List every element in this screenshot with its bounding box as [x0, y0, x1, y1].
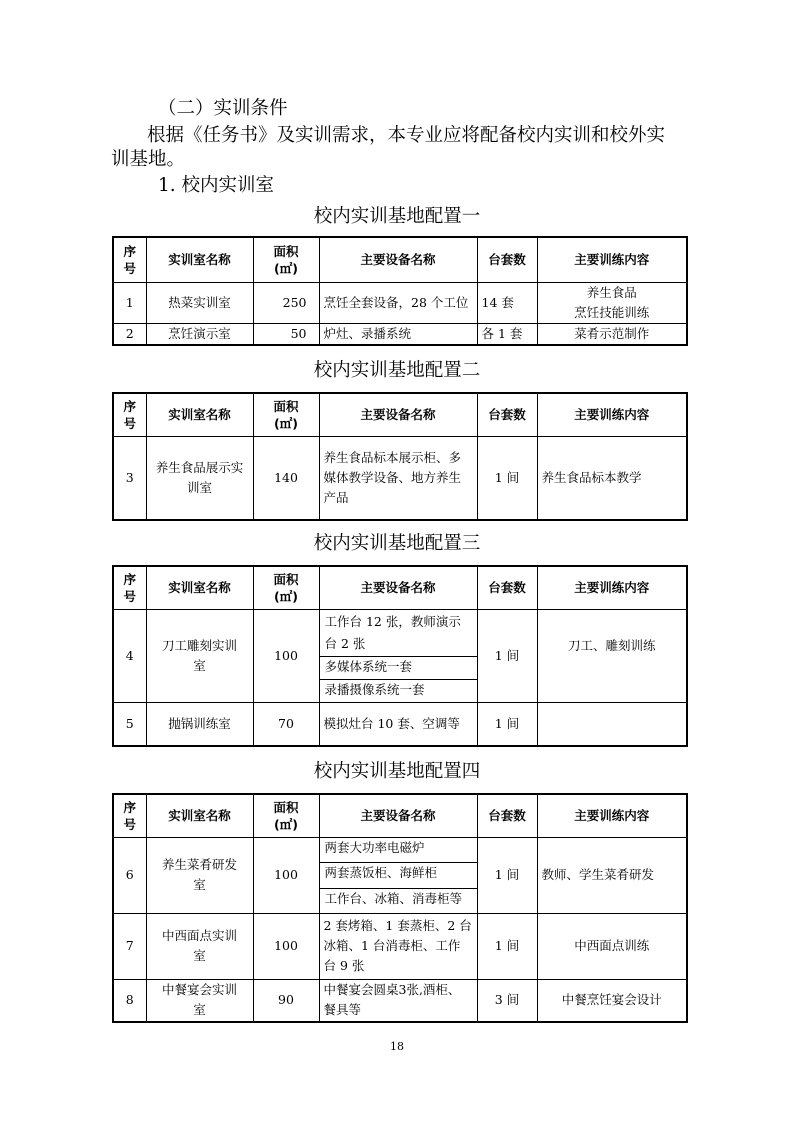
cell-name: 热菜实训室 [146, 282, 253, 323]
cell-seq: 8 [113, 979, 146, 1022]
cell-count: 各 1 套 [477, 323, 537, 345]
cell-seq: 3 [113, 436, 146, 520]
header-content: 主要训练内容 [537, 566, 687, 609]
header-count: 台套数 [477, 566, 537, 609]
cell-content: 菜肴示范制作 [537, 323, 687, 345]
cell-area: 70 [253, 702, 319, 746]
header-seq: 序 号 [113, 237, 146, 282]
equipment-item: 工作台、冰箱、消毒柜等 [324, 890, 463, 906]
training-room-table-2 [112, 392, 688, 521]
intro-text-line1: 根据《任务书》及实训需求，本专业应将配备校内实训和校外实 [147, 125, 666, 146]
header-seq: 序 号 [113, 566, 146, 609]
cell-equipment: 2 套烤箱、1 套蒸柜、2 台冰箱、1 台消毒柜、工作台 9 张 [319, 913, 477, 979]
cell-name: 中西面点实训室 [146, 913, 253, 979]
header-name: 实训室名称 [146, 393, 253, 436]
cell-equipment: 模拟灶台 10 套、空调等 [319, 702, 477, 746]
cell-name: 养生食品展示实训室 [146, 436, 253, 520]
cell-area: 90 [253, 979, 319, 1022]
cell-area: 100 [253, 609, 319, 702]
cell-seq: 7 [113, 913, 146, 979]
cell-equipment [319, 837, 477, 913]
equipment-item: 两套蒸饭柜、海鲜柜 [320, 863, 477, 889]
cell-count: 1 间 [477, 913, 537, 979]
equipment-item: 多媒体系统一套 [320, 657, 477, 680]
cell-name: 抛锅训练室 [146, 702, 253, 746]
table-header-row [113, 237, 687, 282]
cell-count: 14 套 [477, 282, 537, 323]
table-header-row [113, 794, 687, 837]
training-room-table-4 [112, 793, 688, 1023]
cell-name: 刀工雕刻实训室 [146, 609, 253, 702]
header-equipment: 主要设备名称 [319, 566, 477, 609]
header-seq: 序 号 [113, 794, 146, 837]
cell-equipment: 烹饪全套设备，28 个工位 [319, 282, 477, 323]
table-caption-2: 校内实训基地配置二 [313, 360, 481, 381]
cell-name: 中餐宴会实训室 [146, 979, 253, 1022]
cell-equipment: 中餐宴会圆桌3张,酒柜、餐具等 [319, 979, 477, 1022]
table-row [113, 702, 687, 746]
equipment-item: 两套大功率电磁炉 [320, 838, 477, 863]
section-heading: （二）实训条件 [158, 98, 288, 119]
cell-seq: 6 [113, 837, 146, 913]
cell-area: 50 [253, 323, 319, 345]
page-number: 18 [390, 1040, 404, 1053]
header-count: 台套数 [477, 237, 537, 282]
cell-count: 1 间 [477, 609, 537, 702]
cell-area: 100 [253, 913, 319, 979]
header-count: 台套数 [477, 393, 537, 436]
cell-name: 烹饪演示室 [146, 323, 253, 345]
header-equipment: 主要设备名称 [319, 393, 477, 436]
header-name: 实训室名称 [146, 237, 253, 282]
cell-seq: 5 [113, 702, 146, 746]
table-caption-4: 校内实训基地配置四 [313, 761, 481, 782]
header-equipment: 主要设备名称 [319, 237, 477, 282]
equipment-item: 录播摄像系统一套 [324, 681, 425, 697]
cell-content: 中西面点训练 [537, 913, 687, 979]
table-row [113, 837, 687, 913]
training-room-table-1 [112, 236, 688, 346]
header-area: 面积 (㎡) [253, 237, 319, 282]
cell-area: 250 [253, 282, 319, 323]
header-content: 主要训练内容 [537, 794, 687, 837]
cell-count: 1 间 [477, 837, 537, 913]
table-row [113, 913, 687, 979]
header-equipment: 主要设备名称 [319, 794, 477, 837]
intro-text-line2: 训基地。 [111, 149, 186, 170]
table-row [113, 323, 687, 345]
header-count: 台套数 [477, 794, 537, 837]
cell-count: 1 间 [477, 436, 537, 520]
table-row [113, 436, 687, 520]
cell-content: 养生食品标本教学 [537, 436, 687, 520]
training-room-table-3 [112, 565, 688, 747]
cell-equipment [319, 609, 477, 702]
table-row [113, 282, 687, 323]
table-caption-3: 校内实训基地配置三 [313, 533, 481, 554]
cell-equipment: 炉灶、录播系统 [319, 323, 477, 345]
cell-count: 1 间 [477, 702, 537, 746]
header-content: 主要训练内容 [537, 393, 687, 436]
header-area: 面积 (㎡) [253, 393, 319, 436]
cell-area: 140 [253, 436, 319, 520]
table-caption-1: 校内实训基地配置一 [313, 206, 481, 227]
header-name: 实训室名称 [146, 566, 253, 609]
cell-content: 养生食品 烹饪技能训练 [537, 282, 687, 323]
cell-equipment: 养生食品标本展示柜、多媒体教学设备、地方养生产品 [319, 436, 477, 520]
table-header-row [113, 566, 687, 609]
equipment-item: 工作台 12 张，教师演示台 2 张 [320, 610, 477, 657]
header-seq: 序 号 [113, 393, 146, 436]
table-row [113, 979, 687, 1022]
sub-heading: 1. 校内实训室 [158, 175, 275, 196]
header-area: 面积 (㎡) [253, 566, 319, 609]
cell-content: 中餐烹饪宴会设计 [537, 979, 687, 1022]
cell-content: 刀工、雕刻训练 [537, 609, 687, 702]
table-header-row [113, 393, 687, 436]
table-row [113, 609, 687, 702]
cell-area: 100 [253, 837, 319, 913]
cell-seq: 1 [113, 282, 146, 323]
header-content: 主要训练内容 [537, 237, 687, 282]
cell-count: 3 间 [477, 979, 537, 1022]
cell-name: 养生菜肴研发室 [146, 837, 253, 913]
cell-seq: 2 [113, 323, 146, 345]
header-area: 面积 (㎡) [253, 794, 319, 837]
cell-seq: 4 [113, 609, 146, 702]
cell-content [537, 702, 687, 746]
header-name: 实训室名称 [146, 794, 253, 837]
cell-content: 教师、学生菜肴研发 [537, 837, 687, 913]
